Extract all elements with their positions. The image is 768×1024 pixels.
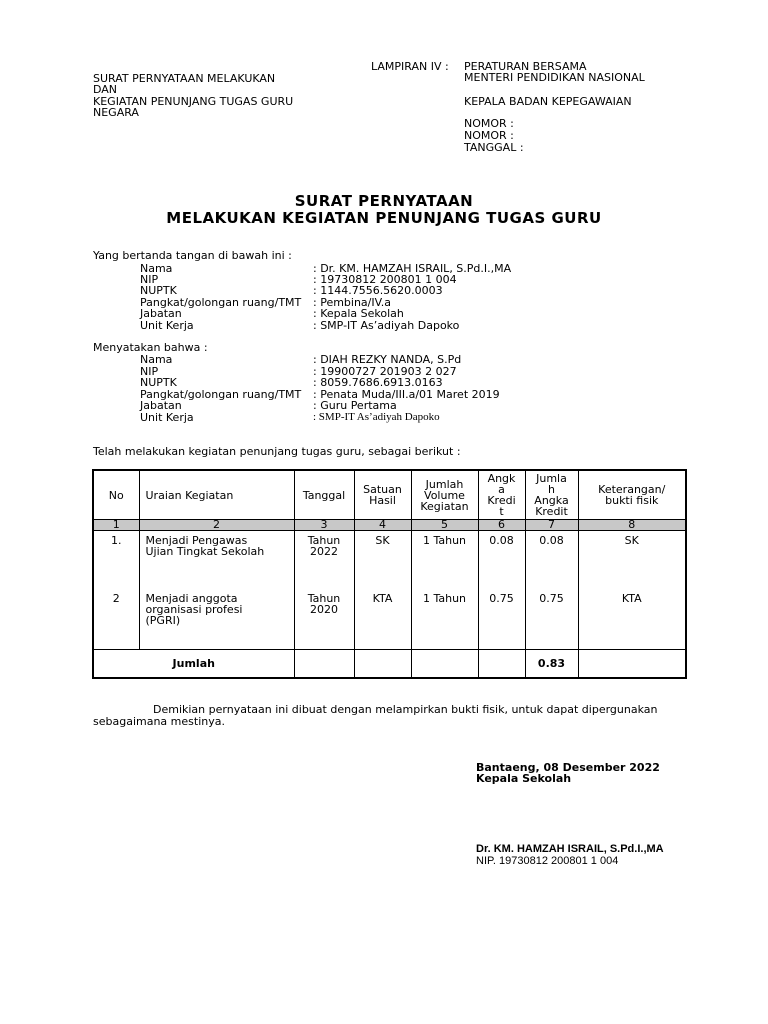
lampiran-label: LAMPIRAN IV : xyxy=(371,60,449,73)
signer-nuptk-label: NUPTK xyxy=(140,284,177,297)
header-angka-kredit: Angk a Kredi t xyxy=(478,470,525,520)
header-tanggal: Tanggal xyxy=(294,470,354,520)
row-tanggal: Tahun 2020 xyxy=(294,589,354,650)
total-row xyxy=(93,650,686,679)
row-satuan: SK xyxy=(354,531,411,590)
subject-nuptk-label: NUPTK xyxy=(140,376,177,389)
lampiran-line-2: MENTERI PENDIDIKAN NASIONAL xyxy=(464,71,645,84)
row-jumlah: 0.75 xyxy=(525,589,578,650)
left-header-line-1: SURAT PERNYATAAN MELAKUKAN xyxy=(93,72,276,85)
table-row xyxy=(93,531,686,590)
signer-pangkat-label: Pangkat/golongan ruang/TMT xyxy=(140,296,302,309)
signer-nuptk-value: : 1144.7556.5620.0003 xyxy=(313,284,443,297)
header-keterangan: Keterangan/ bukti fisik xyxy=(578,470,686,520)
lampiran-line-4: KEPALA BADAN KEPEGAWAIAN xyxy=(464,95,632,108)
row-keterangan: KTA xyxy=(578,589,686,650)
header-jumlah-volume: Jumlah Volume Kegiatan xyxy=(411,470,478,520)
subject-pangkat-value: : Penata Muda/III.a/01 Maret 2019 xyxy=(313,388,500,401)
col-num-8: 8 xyxy=(578,520,686,531)
header-no: No xyxy=(93,470,139,520)
table-row xyxy=(93,589,686,650)
row-angka: 0.75 xyxy=(478,589,525,650)
signer-unit-label: Unit Kerja xyxy=(140,319,194,332)
col-num-1: 1 xyxy=(93,520,139,531)
signature-name: Dr. KM. HAMZAH ISRAIL, S.Pd.I.,MA xyxy=(476,843,664,855)
signer-nama-label: Nama xyxy=(140,262,173,275)
nomor-1: NOMOR : xyxy=(464,117,514,130)
left-header-line-4: NEGARA xyxy=(93,106,139,119)
header-jumlah-angka: Jumla h Angka Kredit xyxy=(525,470,578,520)
subject-nama-label: Nama xyxy=(140,353,173,366)
total-empty-4 xyxy=(354,650,411,679)
subject-unit-value: : SMP-IT As’adiyah Dapoko xyxy=(313,411,440,423)
subject-intro: Menyatakan bahwa : xyxy=(93,341,208,354)
left-header-line-3: KEGIATAN PENUNJANG TUGAS GURU xyxy=(93,95,294,108)
row-keterangan: SK xyxy=(578,531,686,590)
signer-pangkat-value: : Pembina/IV.a xyxy=(313,296,391,309)
column-number-row xyxy=(93,520,686,531)
signer-nip-value: : 19730812 200801 1 004 xyxy=(313,273,457,286)
subject-nip-value: : 19900727 201903 2 027 xyxy=(313,365,457,378)
row-uraian: Menjadi Pengawas Ujian Tingkat Sekolah xyxy=(139,531,294,590)
col-num-2: 2 xyxy=(139,520,294,531)
signer-nama-value: : Dr. KM. HAMZAH ISRAIL, S.Pd.I.,MA xyxy=(313,262,512,275)
row-volume: 1 Tahun xyxy=(411,589,478,650)
lampiran-line-1: PERATURAN BERSAMA xyxy=(464,60,587,73)
signer-nip-label: NIP xyxy=(140,273,159,286)
total-empty-3 xyxy=(294,650,354,679)
tanggal-line: TANGGAL : xyxy=(464,141,524,154)
subject-nama-value: : DIAH REZKY NANDA, S.Pd xyxy=(313,353,462,366)
activities-intro: Telah melakukan kegiatan penunjang tugas guru, sebagai berikut : xyxy=(93,445,461,458)
subject-jabatan-value: : Guru Pertama xyxy=(313,399,397,412)
col-num-4: 4 xyxy=(354,520,411,531)
row-tanggal: Tahun 2022 xyxy=(294,531,354,590)
col-num-7: 7 xyxy=(525,520,578,531)
signer-jabatan-value: : Kepala Sekolah xyxy=(313,307,404,320)
row-no: 2 xyxy=(93,589,139,650)
row-uraian: Menjadi anggota organisasi profesi (PGRI) xyxy=(139,589,294,650)
signature-nip: NIP. 19730812 200801 1 004 xyxy=(476,855,619,867)
row-angka: 0.08 xyxy=(478,531,525,590)
activities-table xyxy=(92,469,687,679)
closing-line-2: sebagaimana mestinya. xyxy=(93,715,225,728)
title-line-2: MELAKUKAN KEGIATAN PENUNJANG TUGAS GURU xyxy=(166,209,602,227)
col-num-6: 6 xyxy=(478,520,525,531)
col-num-5: 5 xyxy=(411,520,478,531)
row-jumlah: 0.08 xyxy=(525,531,578,590)
title-line-1: SURAT PERNYATAAN xyxy=(294,192,474,210)
subject-nip-label: NIP xyxy=(140,365,159,378)
total-value: 0.83 xyxy=(525,650,578,679)
subject-nuptk-value: : 8059.7686.6913.0163 xyxy=(313,376,443,389)
signature-position: Kepala Sekolah xyxy=(476,772,572,785)
signer-intro: Yang bertanda tangan di bawah ini : xyxy=(93,249,292,262)
signer-unit-value: : SMP-IT As’adiyah Dapoko xyxy=(313,319,460,332)
header-satuan: Satuan Hasil xyxy=(354,470,411,520)
row-volume: 1 Tahun xyxy=(411,531,478,590)
header-uraian: Uraian Kegiatan xyxy=(139,470,294,520)
nomor-2: NOMOR : xyxy=(464,129,514,142)
subject-pangkat-label: Pangkat/golongan ruang/TMT xyxy=(140,388,302,401)
row-satuan: KTA xyxy=(354,589,411,650)
total-empty-6 xyxy=(478,650,525,679)
subject-unit-label: Unit Kerja xyxy=(140,411,194,424)
subject-jabatan-label: Jabatan xyxy=(140,399,182,412)
signature-place-date: Bantaeng, 08 Desember 2022 xyxy=(476,761,660,774)
row-no: 1. xyxy=(93,531,139,590)
signer-jabatan-label: Jabatan xyxy=(140,307,182,320)
table-header-row xyxy=(93,470,686,520)
total-empty-8 xyxy=(578,650,686,679)
left-header-line-2: DAN xyxy=(93,83,118,96)
col-num-3: 3 xyxy=(294,520,354,531)
closing-line-1: Demikian pernyataan ini dibuat dengan melampirkan bukti fisik, untuk dapat dipergunakan xyxy=(153,703,658,716)
total-empty-5 xyxy=(411,650,478,679)
total-label: Jumlah xyxy=(93,650,294,679)
